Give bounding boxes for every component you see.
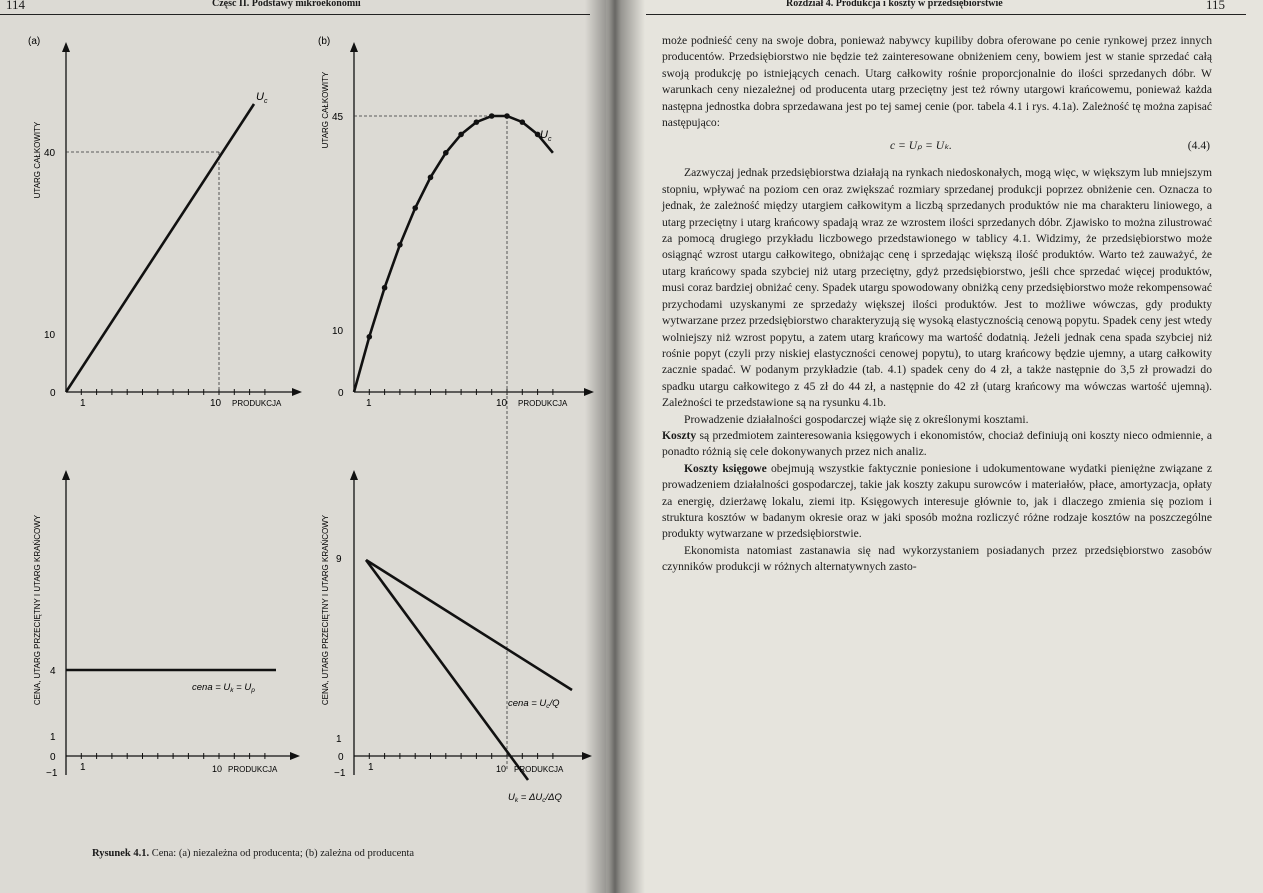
tl-tick-x10: 10 [210, 398, 222, 409]
br-marginal-line [366, 560, 528, 780]
tr-tick-0: 0 [338, 388, 344, 399]
br-marginal-label: $U_k = \Delta U_c/\Delta Q$ [508, 792, 562, 804]
tr-data-point [382, 285, 388, 291]
tr-uc-label: $U_c$ [540, 129, 552, 143]
tr-uc-curve [354, 116, 553, 392]
paragraph-4: Koszty są przedmiotem zainteresowania księgowych i ekonomistów, chociaż definiują oni koszty nieco odmiennie, a ponadto różnią się cele dokonywanych przez nich analiz. [662, 428, 1212, 459]
tr-data-point [443, 150, 449, 156]
caption-text: Cena: (a) niezależna od producenta; (b) zależna od producenta [149, 848, 415, 859]
tr-tick-10: 10 [332, 326, 344, 337]
right-running-head [606, 0, 1263, 14]
panel-a-label: (a) [28, 36, 41, 47]
tr-data-point [428, 175, 434, 181]
panel-b-label: (b) [318, 36, 331, 47]
figure-caption [92, 848, 414, 859]
tr-data-point [367, 334, 373, 340]
left-page-number: 114 [6, 0, 26, 12]
bl-tick-4: 4 [50, 666, 56, 677]
tr-data-point [489, 113, 495, 119]
bl-tick-0: 0 [50, 752, 56, 763]
equation-body: c = Uₚ = Uₖ. [890, 139, 952, 153]
tr-data-point [458, 132, 464, 138]
tr-tick-x10: 10 [496, 398, 508, 409]
bl-tick-minus1: −1 [46, 768, 58, 779]
br-xlabel: PRODUKCJA [514, 765, 564, 774]
term-koszty-ksiegowe: Koszty księgowe [684, 461, 767, 475]
tr-data-point [474, 119, 480, 125]
paragraph-2: Zazwyczaj jednak przedsiębiorstwa działają na rynkach niedoskonałych, mogą więc, w większym lub mniejszym stopniu, wpływać na poziom cen oraz zwiększać rozmiary sprzedanej produkcji poprzez obniżenie cen. Oznacza to jednak, że zależność między utargiem całkowitym a liczbą sprzedanych produktów nie ma charakteru liniowego, a utarg przeciętny i utarg krańcowy spadają wraz ze wzrostem ilości sprzedanych dóbr. Zjawisko to można zilustrować za pomocą drugiego przykładu liczbowego przedstawionego w tablicy 4.1. Widzimy, że przedsiębiorstwo może osiągnąć wzrost utargu całkowitego, obniżając cenę i sprzedając większą ilość produktów. Warto też zauważyć, że utarg krańcowy spada szybciej niż utarg przeciętny, gdyż przedsiębiorstwo, jeśli chce sprzedać więcej produktów, musi coraz bardziej obniżać ceny. Spadek utargu spowodowany obniżką ceny przedsiębiorstwo może rekompensować przychodami uzyskanymi ze sprzedaży większej ilości produktów. Jest to możliwe wówczas, gdy produkty wytwarzane przez przedsiębiorstwo charakteryzują się wysoką elastycznością cenową popytu. Spadek ceny jest wtedy wolniejszy niż wzrost popytu, a zatem utarg krańcowy ma wartość dodatnią. Jeżeli jednak cena spada szybciej niż rośnie popyt (czyli przy niskiej elastyczności cenowej popytu), to utarg krańcowy będzie ujemny, a utarg całkowity zacznie spadać. W podanym przykładzie (tab. 4.1) spadek ceny do 4 zł, a także następnie do 3,5 zł prowadzi do spadku utargu całkowitego z 45 zł do 44 zł, a następnie do 42 zł (utarg krańcowy ma wówczas wartość ujemną). Zależności te przedstawione są na rysunku 4.1b. [662, 166, 1212, 410]
tl-tick-10: 10 [44, 330, 56, 341]
br-tick-0: 0 [338, 752, 344, 763]
body-text [662, 33, 1212, 576]
term-koszty: Koszty [662, 428, 697, 442]
paragraph-6: Ekonomista natomiast zastanawia się nad wykorzystaniem posiadanych przez przedsiębiorstwo zasobów czynników produkcji w różnych alternatywnych zasto- [662, 543, 1212, 574]
figure-4-1 [0, 0, 606, 893]
bl-tick-x1: 1 [80, 762, 86, 773]
tr-data-point [520, 119, 526, 125]
tl-xlabel: PRODUKCJA [232, 399, 282, 408]
tr-ylabel: UTARG CAŁKOWITY [321, 71, 330, 149]
br-tick-1: 1 [336, 734, 342, 745]
br-tick-x1: 1 [368, 762, 374, 773]
bl-tick-1: 1 [50, 732, 56, 743]
tr-xlabel: PRODUKCJA [518, 399, 568, 408]
tl-tick-0: 0 [50, 388, 56, 399]
tl-ylabel: UTARG CAŁKOWITY [33, 121, 42, 199]
br-tick-minus1: −1 [334, 768, 346, 779]
tl-tick-40: 40 [44, 148, 56, 159]
tl-tick-1: 1 [80, 398, 86, 409]
tr-data-point [504, 113, 510, 119]
right-page-number: 115 [1206, 0, 1226, 12]
br-average-line [366, 560, 572, 690]
bl-tick-x10: 10 [212, 764, 223, 774]
bl-xlabel: PRODUKCJA [228, 765, 278, 774]
paragraph-5: Koszty księgowe obejmują wszystkie faktycznie poniesione i udokumentowane wydatki pieniężne związane z prowadzeniem działalności gospodarczej, takie jak koszty zakupu surowców i materiałów, płace, amortyzacja, opłaty za energię, dzierżawę lokalu, ziemi itp. Księgowych interesuje głównie to, jak i dlaczego zmienia się poziom i struktura kosztów w badanym okresie oraz w jaki sposób można rozliczyć różne rodzaje kosztów na poszczególne produkty wytwarzane w przedsiębiorstwie. [662, 461, 1213, 541]
paragraph-1: może podnieść ceny na swoje dobra, ponieważ nabywcy kupiliby dobra oferowane po cenie rynkowej przez innych producentów. Przedsiębiorstwo nie będzie też zainteresowane obniżeniem ceny, bowiem jest w stanie sprzedać całą swoją produkcję po istniejących cenach. Utarg całkowity rośnie proporcjonalnie do ilości sprzedanych dóbr. W warunkach ceny niezależnej od producenta utarg przeciętny jest też równy utargowi krańcowemu, ponieważ każda następna jednostka dobra sprzedawana jest po tej samej cenie (por. tabela 4.1 i rys. 4.1a). Zależność tę można zapisać następująco: [662, 34, 1212, 130]
br-tick-9: 9 [336, 554, 342, 565]
equation-number: (4.4) [1187, 139, 1210, 153]
tr-data-point [397, 242, 403, 248]
equation-4-4 [662, 135, 1212, 157]
tl-uc-line [66, 104, 254, 392]
tl-uc-label: $U_c$ [256, 91, 268, 105]
right-head-title: Rozdział 4. Produkcja i koszty w przedsiębiorstwie [786, 0, 1003, 9]
tr-tick-1: 1 [366, 398, 372, 409]
bl-price-label: cena = $U_k = U_p$ [192, 682, 255, 694]
br-tick-x10: 10 [496, 764, 507, 774]
tr-data-point [412, 205, 418, 211]
left-head-title: Część II. Podstawy mikroekonomii [212, 0, 361, 9]
caption-label: Rysunek 4.1. [92, 848, 150, 859]
left-page [0, 0, 606, 893]
paragraph-3: Prowadzenie działalności gospodarczej wiąże się z określonymi kosztami. [684, 412, 1029, 426]
right-head-rule [646, 14, 1246, 15]
br-average-label: cena = $U_c/Q$ [508, 698, 560, 710]
bl-ylabel: CENA, UTARG PRZECIĘTNY I UTARG KRAŃCOWY [33, 514, 42, 706]
br-ylabel: CENA, UTARG PRZECIĘTNY I UTARG KRAŃCOWY [321, 514, 330, 706]
tr-tick-45: 45 [332, 112, 344, 123]
